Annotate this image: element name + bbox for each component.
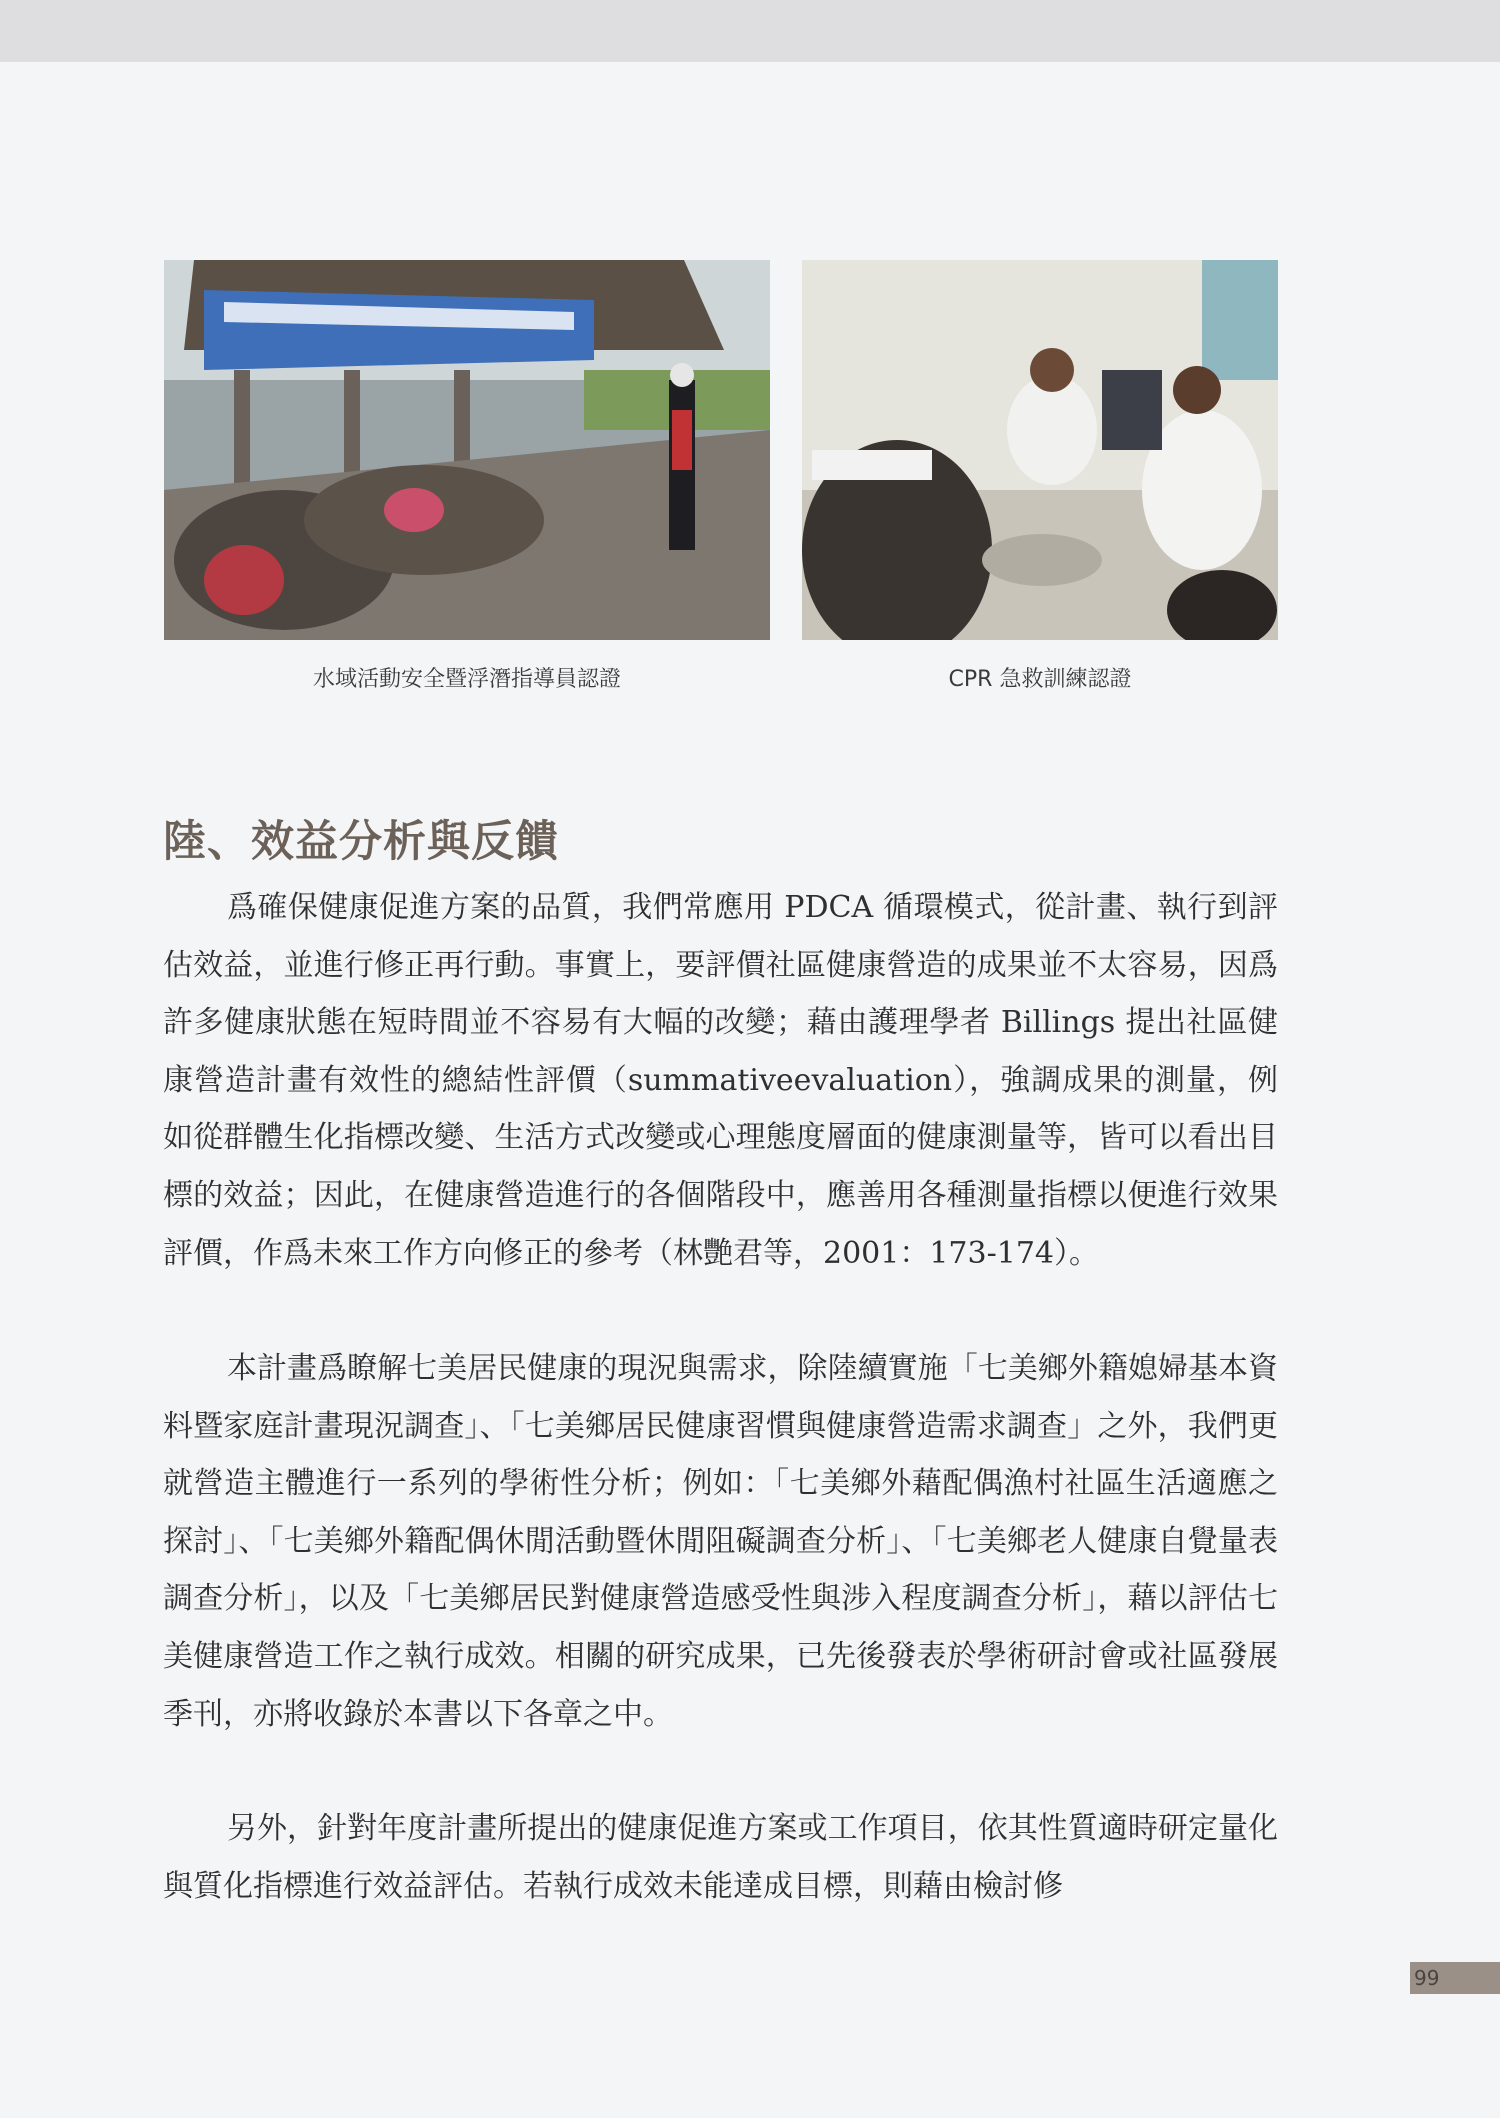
photo-caption-cpr: CPR 急救訓練認證 — [948, 667, 1132, 692]
body-paragraph: 另外，針對年度計畫所提出的健康促進方案或工作項目，依其性質適時研定量化與質化指標進行效益評估。若執行成效未能達成目標，則藉由檢討修 — [163, 1811, 1278, 1904]
section-heading: 陸、效益分析與反饋 — [163, 817, 559, 867]
body-paragraph: 爲確保健康促進方案的品質，我們常應用 PDCA 循環模式，從計畫、執行到評估效益，並進行修正再行動。事實上，要評價社區健康營造的成果並不太容易，因爲許多健康狀態在短時間並不容易有大幅的改變；藉由護理學者 Billings 提出社區健康營造計畫有效性的總結性評價（summativeevaluation），強調成果的測量，例如從群體生化指標改變、生活方式改變或心理態度層面的健康測量等，皆可以看出目標的效益；因此，在健康營造進行的各個階段中，應善用各種測量指標以便進行效果評價，作爲未來工作方向修正的參考（林艷君等，2001：173-174）。 — [163, 890, 1278, 1271]
page-number: 99 — [1410, 1962, 1500, 1994]
photo-caption-snorkel: 水域活動安全暨浮潛指導員認證 — [312, 667, 621, 692]
cpr-training-photo — [802, 260, 1278, 640]
scan-top-band — [0, 0, 1500, 62]
body-paragraph: 本計畫爲瞭解七美居民健康的現況與需求，除陸續實施「七美鄉外籍媳婦基本資料暨家庭計畫現況調查」、「七美鄉居民健康習慣與健康營造需求調查」之外，我們更就營造主體進行一系列的學術性分析；例如：「七美鄉外藉配偶漁村社區生活適應之探討」、「七美鄉外籍配偶休閒活動暨休閒阻礙調查分析」、「七美鄉老人健康自覺量表調查分析」，以及「七美鄉居民對健康營造感受性與涉入程度調查分析」，藉以評估七美健康營造工作之執行成效。相關的研究成果，已先後發表於學術研討會或社區發展季刊，亦將收錄於本書以下各章之中。 — [163, 1351, 1278, 1732]
snorkel-training-photo — [164, 260, 770, 640]
